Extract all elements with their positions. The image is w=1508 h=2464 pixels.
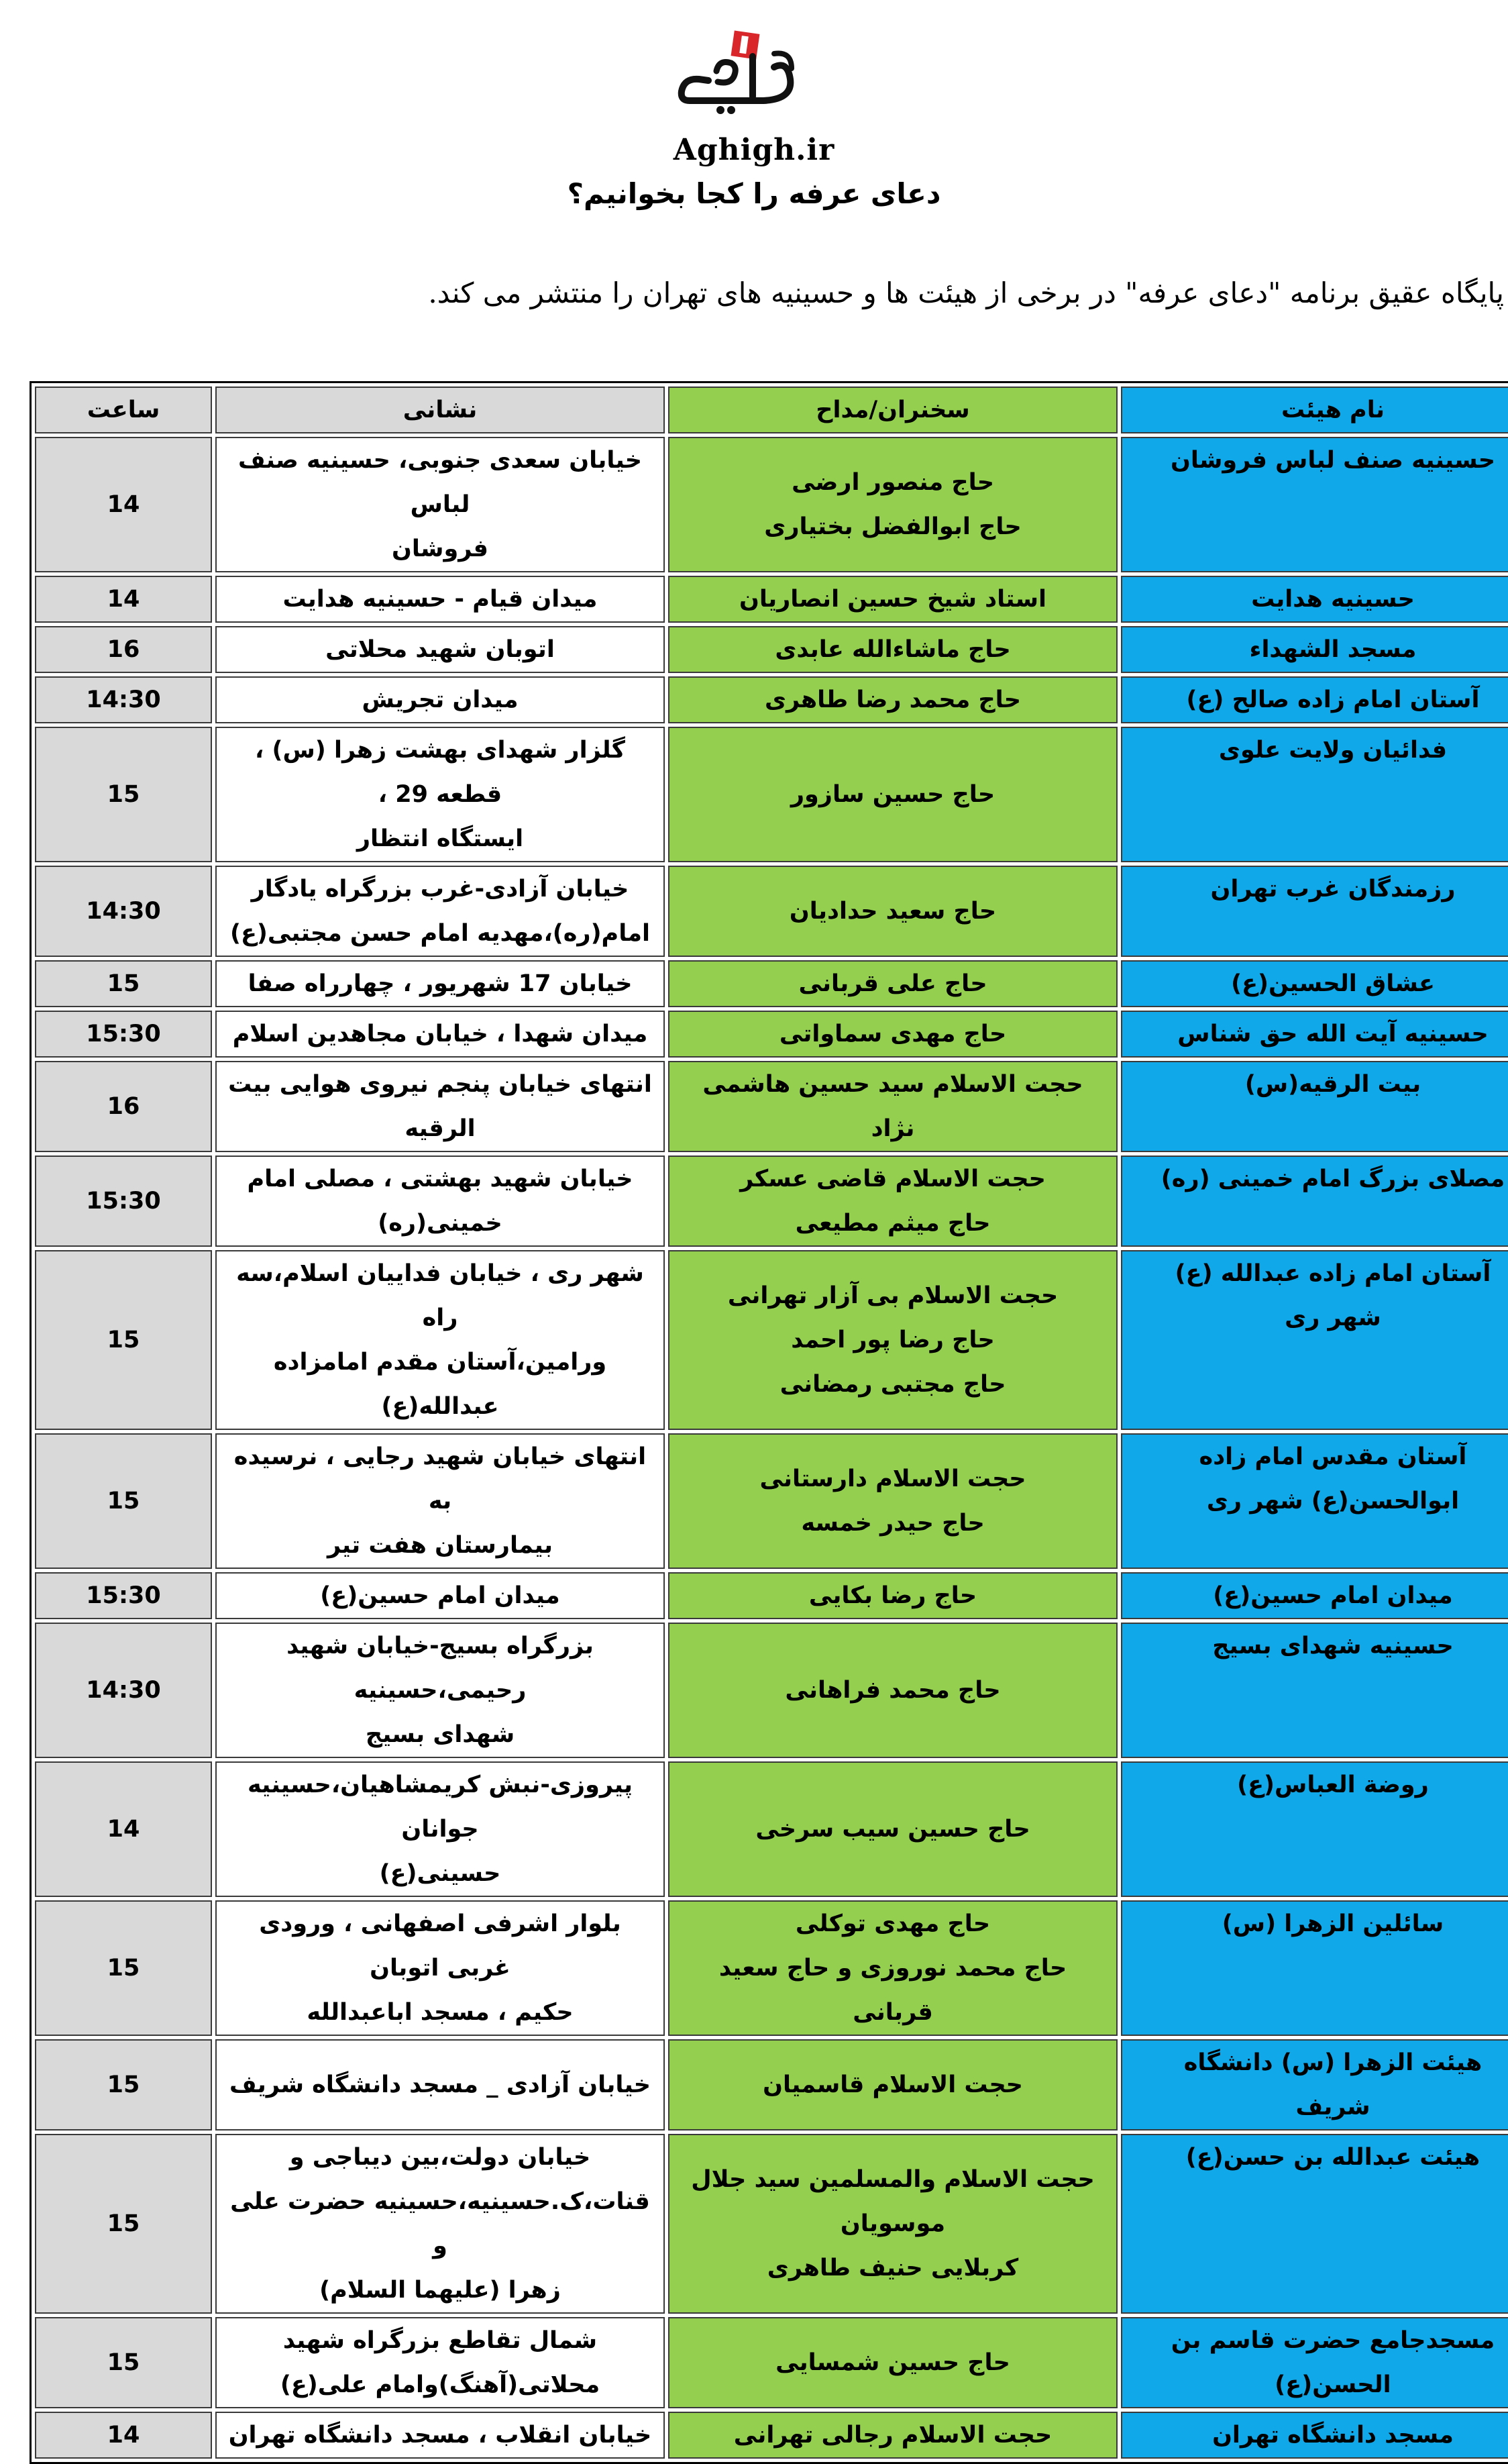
header-speakers: سخنران/مداح — [668, 387, 1118, 433]
speakers-cell — [668, 727, 1118, 862]
address-cell — [215, 727, 665, 862]
speakers-line: موسویان — [840, 2210, 946, 2237]
speakers-cell — [668, 1433, 1118, 1569]
speakers-line: حجت الاسلام قاضی عسکر — [740, 1166, 1046, 1192]
venue-name-line: آستان امام زاده عبدالله (ع) — [1175, 1260, 1491, 1287]
time-cell: 15 — [35, 2134, 212, 2314]
venue-name-cell — [1121, 1011, 1508, 1058]
address-cell — [215, 676, 665, 723]
time-cell: 15 — [35, 2039, 212, 2131]
venue-name-cell — [1121, 1900, 1508, 2036]
table-row — [35, 626, 1508, 673]
address-line: پیروزی-نبش کریمشاهیان،حسینیه جوانان — [247, 1772, 633, 1843]
venue-name-line: شریف — [1295, 2094, 1370, 2120]
speakers-line: حجت الاسلام بی آزار تهرانی — [727, 1282, 1059, 1309]
address-line: گلزار شهدای بهشت زهرا (س) ، قطعه 29 ، — [255, 737, 625, 808]
address-line: الرقیه — [405, 1115, 476, 1142]
venue-name-cell — [1121, 1572, 1508, 1619]
venue-name-cell — [1121, 1250, 1508, 1430]
time-cell: 15 — [35, 960, 212, 1007]
address-line: شهر ری ، خیابان فداییان اسلام،سه راه — [236, 1260, 644, 1331]
speakers-line: استاد شیخ حسین انصاریان — [739, 586, 1046, 613]
address-cell — [215, 1433, 665, 1569]
address-line: خیابان آزادی _ مسجد دانشگاه شریف — [229, 2071, 651, 2098]
address-line: حسینی(ع) — [379, 1860, 501, 1887]
venue-name-cell — [1121, 727, 1508, 862]
time-cell: 14 — [35, 2412, 212, 2459]
address-line: امام(ره)،مهدیه امام حسن مجتبی(ع) — [229, 920, 651, 947]
speakers-line: حاج محمد نوروزی و حاج سعید قربانی — [718, 1955, 1067, 2026]
speakers-cell — [668, 1572, 1118, 1619]
table-row — [35, 676, 1508, 723]
time-cell: 14:30 — [35, 676, 212, 723]
header-time: ساعت — [35, 387, 212, 433]
address-line: ورامین،آستان مقدم امامزاده عبدالله(ع) — [273, 1349, 607, 1420]
speakers-line: حاج حیدر خمسه — [801, 1510, 985, 1537]
table-row — [35, 1433, 1508, 1569]
table-row — [35, 1572, 1508, 1619]
time-cell: 15 — [35, 727, 212, 862]
address-line: خیابان 17 شهریور ، چهارراه صفا — [248, 970, 633, 997]
address-cell — [215, 2039, 665, 2131]
address-line: شهدای بسیج — [365, 1721, 515, 1748]
speakers-cell — [668, 437, 1118, 572]
speakers-line: حاج حسین سیب سرخی — [755, 1816, 1030, 1843]
address-line: میدان امام حسین(ع) — [320, 1582, 560, 1609]
site-address: Aghigh.ir — [673, 133, 835, 167]
venue-name-line: رزمندگان غرب تهران — [1210, 876, 1456, 903]
speakers-line: حاج رضا پور احمد — [791, 1327, 995, 1353]
address-cell — [215, 960, 665, 1007]
speakers-cell — [668, 960, 1118, 1007]
venue-name-cell — [1121, 2317, 1508, 2408]
address-cell — [215, 2134, 665, 2314]
address-line: فروشان — [392, 535, 488, 562]
speakers-line: حاج حسین سازور — [790, 781, 995, 808]
time-cell: 15 — [35, 1250, 212, 1430]
speakers-line: حاج محمد فراهانی — [785, 1677, 1001, 1704]
address-cell — [215, 1011, 665, 1058]
venue-name-cell — [1121, 2412, 1508, 2459]
venue-name-cell — [1121, 576, 1508, 623]
speakers-cell — [668, 576, 1118, 623]
speakers-cell — [668, 866, 1118, 957]
venue-name-line: میدان امام حسین(ع) — [1213, 1582, 1453, 1609]
venue-name-cell — [1121, 2039, 1508, 2131]
time-cell: 14 — [35, 437, 212, 572]
venue-name-line: شهر ری — [1285, 1304, 1381, 1331]
address-line: خیابان آزادی-غرب بزرگراه یادگار — [251, 876, 629, 903]
schedule-table — [30, 381, 1508, 2464]
venue-name-line: مسجدجامع حضرت قاسم بن — [1171, 2327, 1495, 2354]
speakers-line: حجت الاسلام والمسلمین سید جلال — [691, 2166, 1095, 2193]
address-line: ایستگاه انتظار — [356, 825, 524, 852]
venue-name-line: ابوالحسن(ع) شهر ری — [1206, 1488, 1460, 1515]
venue-name-line: حسینیه صنف لباس فروشان — [1170, 447, 1496, 474]
address-cell — [215, 1900, 665, 2036]
venue-name-line: فدائیان ولایت علوی — [1218, 737, 1448, 764]
address-cell — [215, 2412, 665, 2459]
speakers-line: حاج مجتبی رمضانی — [779, 1371, 1006, 1398]
address-cell — [215, 1250, 665, 1430]
address-cell — [215, 1061, 665, 1152]
table-row — [35, 2412, 1508, 2459]
address-cell — [215, 1156, 665, 1247]
intro-text: پایگاه عقیق برنامه "دعای عرفه" در برخی از هیئت ها و حسینیه های تهران را منتشر می کند. — [428, 276, 1504, 309]
address-line: میدان تجریش — [362, 686, 519, 713]
speakers-cell — [668, 1623, 1118, 1758]
venue-name-line: روضة العباس(ع) — [1237, 1772, 1429, 1798]
address-line: خیابان انقلاب ، مسجد دانشگاه تهران — [228, 2422, 652, 2449]
time-cell: 15:30 — [35, 1572, 212, 1619]
venue-name-cell — [1121, 676, 1508, 723]
venue-name-cell — [1121, 2134, 1508, 2314]
speakers-cell — [668, 2317, 1118, 2408]
header-name: نام هیئت — [1121, 387, 1508, 433]
time-cell: 15 — [35, 1900, 212, 2036]
venue-name-line: آستان مقدس امام زاده — [1199, 1443, 1467, 1470]
time-cell: 15 — [35, 2317, 212, 2408]
venue-name-line: مسجد الشهداء — [1249, 636, 1417, 663]
venue-name-line: حسینیه آیت الله حق شناس — [1177, 1021, 1489, 1047]
address-line: خیابان دولت،بین دیباجی و — [289, 2144, 591, 2171]
venue-name-line: هیئت الزهرا (س) دانشگاه — [1183, 2049, 1483, 2076]
address-line: زهرا (علیهما السلام) — [319, 2277, 561, 2304]
speakers-cell — [668, 1761, 1118, 1897]
address-line: شمال تقاطع بزرگراه شهید — [282, 2327, 598, 2354]
header-address: نشانی — [215, 387, 665, 433]
speakers-line: حجت الاسلام سید حسین هاشمی نژاد — [702, 1071, 1083, 1142]
venue-name-line: هیئت عبدالله بن حسن(ع) — [1185, 2144, 1480, 2171]
venue-name-cell — [1121, 960, 1508, 1007]
table-row — [35, 1061, 1508, 1152]
speakers-line: حاج ماشاءالله عابدی — [775, 636, 1011, 663]
venue-name-cell — [1121, 437, 1508, 572]
table-row — [35, 2039, 1508, 2131]
address-line: انتهای خیابان پنجم نیروی هوایی بیت — [228, 1071, 652, 1098]
time-cell: 15:30 — [35, 1156, 212, 1247]
address-line: بزرگراه بسیج-خیابان شهید رحیمی،حسینیه — [286, 1633, 594, 1704]
speakers-cell — [668, 2039, 1118, 2131]
venue-name-line: عشاق الحسین(ع) — [1231, 970, 1435, 997]
schedule-body — [35, 437, 1508, 2459]
speakers-line: حاج رضا بکایی — [808, 1582, 977, 1609]
table-row — [35, 960, 1508, 1007]
venue-name-line: بیت الرقیه(س) — [1244, 1071, 1421, 1098]
speakers-cell — [668, 1156, 1118, 1247]
address-line: حکیم ، مسجد اباعبدالله — [307, 1999, 574, 2026]
time-cell: 14 — [35, 576, 212, 623]
page-title: دعای عرفه را کجا بخوانیم؟ — [567, 177, 941, 210]
venue-name-cell — [1121, 626, 1508, 673]
venue-name-cell — [1121, 1761, 1508, 1897]
time-cell: 14:30 — [35, 1623, 212, 1758]
address-cell — [215, 866, 665, 957]
address-line: میدان شهدا ، خیابان مجاهدین اسلام — [232, 1021, 648, 1047]
speakers-line: کربلایی حنیف طاهری — [767, 2255, 1019, 2281]
speakers-line: حاج محمد رضا طاهری — [764, 686, 1022, 713]
address-line: قنات،ک.حسینیه،حسینیه حضرت علی و — [230, 2188, 650, 2259]
time-cell: 15 — [35, 1433, 212, 1569]
address-cell — [215, 1623, 665, 1758]
speakers-cell — [668, 2134, 1118, 2314]
address-line: بیمارستان هفت تیر — [327, 1532, 553, 1559]
address-line: میدان قیام - حسینیه هدایت — [282, 586, 598, 613]
venue-name-line: مصلای بزرگ امام خمینی (ره) — [1161, 1166, 1505, 1192]
speakers-line: حاج منصور ارضی — [792, 469, 994, 496]
venue-name-line: آستان امام زاده صالح (ع) — [1186, 686, 1480, 713]
table-row — [35, 1250, 1508, 1430]
time-cell: 16 — [35, 626, 212, 673]
speakers-line: حجت الاسلام قاسمیان — [763, 2071, 1023, 2098]
speakers-line: حاج سعید حدادیان — [789, 898, 997, 925]
address-cell — [215, 576, 665, 623]
table-row — [35, 437, 1508, 572]
address-line: خیابان سعدی جنوبی، حسینیه صنف لباس — [237, 447, 643, 518]
address-cell — [215, 437, 665, 572]
venue-name-line: سائلین الزهرا (س) — [1222, 1910, 1444, 1937]
table-row — [35, 1761, 1508, 1897]
table-row — [35, 576, 1508, 623]
venue-name-cell — [1121, 1623, 1508, 1758]
speakers-line: حجت الاسلام رجالی تهرانی — [733, 2422, 1053, 2449]
speakers-line: حاج علی قربانی — [798, 970, 987, 997]
time-cell: 15:30 — [35, 1011, 212, 1058]
time-cell: 16 — [35, 1061, 212, 1152]
address-line: انتهای خیابان شهید رجایی ، نرسیده به — [233, 1443, 647, 1515]
speakers-cell — [668, 1011, 1118, 1058]
speakers-cell — [668, 1250, 1118, 1430]
speakers-line: حجت الاسلام دارستانی — [759, 1466, 1026, 1492]
speakers-cell — [668, 1900, 1118, 2036]
venue-name-cell — [1121, 1433, 1508, 1569]
speakers-cell — [668, 2412, 1118, 2459]
table-row — [35, 727, 1508, 862]
speakers-cell — [668, 1061, 1118, 1152]
venue-name-cell — [1121, 1061, 1508, 1152]
venue-name-line: مسجد دانشگاه تهران — [1212, 2422, 1454, 2449]
address-cell — [215, 626, 665, 673]
speakers-cell — [668, 676, 1118, 723]
speakers-line: حاج میثم مطیعی — [795, 1210, 991, 1237]
address-line: محلاتی(آهنگ)وامام علی(ع) — [280, 2371, 600, 2398]
address-line: بلوار اشرفی اصفهانی ، ورودی غربی اتوبان — [259, 1910, 621, 1982]
speakers-line: حاج حسین شمسایی — [775, 2349, 1010, 2376]
speakers-line: حاج مهدی سماواتی — [779, 1021, 1007, 1047]
address-line: اتوبان شهید محلاتی — [325, 636, 555, 663]
table-row — [35, 2134, 1508, 2314]
venue-name-line: حسینیه شهدای بسیج — [1212, 1633, 1454, 1659]
speakers-line: حاج مهدی توکلی — [795, 1910, 991, 1937]
speakers-cell — [668, 626, 1118, 673]
venue-name-line: الحسن(ع) — [1275, 2371, 1391, 2398]
table-row — [35, 1156, 1508, 1247]
address-cell — [215, 1572, 665, 1619]
time-cell: 14 — [35, 1761, 212, 1897]
venue-name-line: حسینیه هدایت — [1251, 586, 1415, 613]
header-row — [35, 387, 1508, 433]
address-cell — [215, 1761, 665, 1897]
address-line: خیابان شهید بهشتی ، مصلی امام خمینی(ره) — [247, 1166, 633, 1237]
address-cell — [215, 2317, 665, 2408]
venue-name-cell — [1121, 866, 1508, 957]
table-row — [35, 1900, 1508, 2036]
table-row — [35, 1623, 1508, 1758]
table-row — [35, 2317, 1508, 2408]
table-row — [35, 1011, 1508, 1058]
aghigh-logo — [674, 27, 808, 134]
table-row — [35, 866, 1508, 957]
speakers-line: حاج ابوالفضل بختیاری — [764, 513, 1022, 540]
time-cell: 14:30 — [35, 866, 212, 957]
venue-name-cell — [1121, 1156, 1508, 1247]
